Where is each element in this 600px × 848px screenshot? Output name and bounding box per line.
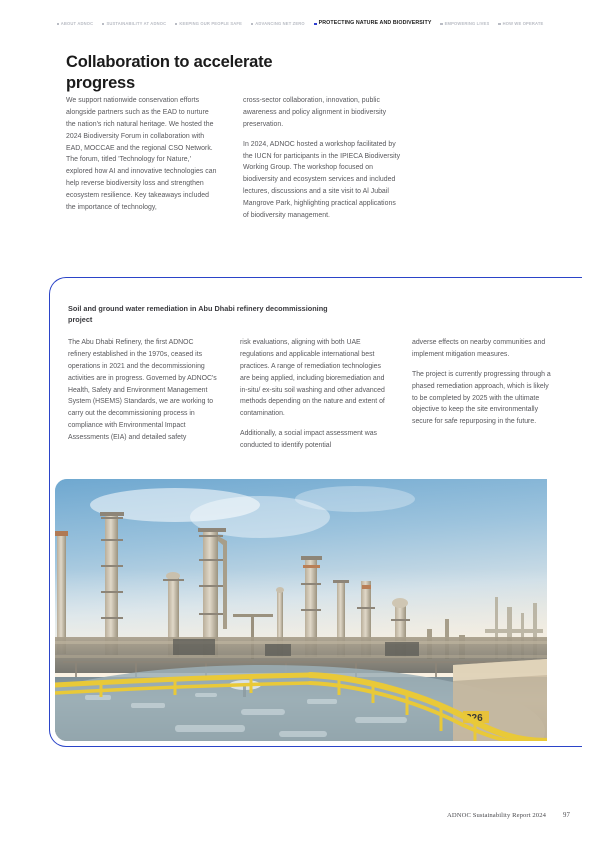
bullet-icon [314, 23, 317, 26]
bullet-icon [498, 23, 500, 25]
nav-item-about-adnoc[interactable] [57, 22, 94, 26]
nav-item-keeping-our-people-safe[interactable] [175, 22, 242, 26]
nav-item-sustainability-at-adnoc[interactable] [102, 22, 166, 26]
case-study-paragraph: Additionally, a social impact assessment was conducted to identify potential [240, 430, 377, 449]
nav-item-how-we-operate[interactable] [498, 22, 543, 26]
nav-item-label: ABOUT ADNOC [60, 20, 94, 26]
intro-column-left [66, 95, 218, 214]
page-title: Collaboration to accelerate progress [66, 53, 273, 93]
case-study-paragraph: The Abu Dhabi Refinery, the first ADNOC refinery established in the 1970s, ceased its operations in 2021 and the decommissioning activities are in progress. Governed by ADNOC's Health, Safety and Environment Management System (HSEMS) Standards, we are working to carry out the decommissioning process in compliance with Environmental Impact Assessments (EIA) and detailed safety [68, 339, 217, 441]
case-study-title: Soil and ground water remediation in Abu Dhabi refinery decommissioning project [68, 304, 328, 325]
case-study-column-2 [240, 337, 392, 452]
refinery-photograph [55, 479, 547, 741]
page-footer [0, 812, 600, 819]
intro-paragraph: We support nationwide conservation efforts alongside partners such as the EAD to nurture the nation's rich natural heritage. We hosted the 2024 Biodiversity Forum in collaboration with EAD, MOCCAE and the regional CSO Network. The forum, titled 'Technology for Nature,' explored how AI and innovative technologies can help reverse biodiversity loss and strengthen ecosystem resilience. Key takeaways included the importance of technology, [66, 97, 217, 211]
refinery-illustration [55, 479, 547, 741]
bullet-icon [251, 23, 253, 25]
bullet-icon [175, 23, 177, 25]
nav-item-label: EMPOWERING LIVES [444, 20, 490, 26]
case-study-column-1 [68, 337, 218, 444]
footer-page-number: 97 [563, 812, 570, 819]
case-study-paragraph: risk evaluations, aligning with both UAE regulations and applicable international best practices. A range of remediation technologies are being applied, including bioremediation and in-situ/ ex-situ soil washing and other advanced methods depending on the nature and extent of contamination. [240, 339, 385, 418]
case-study-column-3 [412, 337, 552, 428]
nav-item-label: SUSTAINABILITY AT ADNOC [106, 20, 167, 26]
nav-item-advancing-net-zero[interactable] [251, 22, 305, 26]
intro-paragraph: In 2024, ADNOC hosted a workshop facilitated by the IUCN for participants in the IPIECA Biodiversity Working Group. The workshop focused on biodiversity and ecosystem services and included lectures, discussions and a site visit to Al Jubail Mangrove Park, highlighting practical applications of biodiversity management. [243, 140, 401, 219]
footer-report-title: ADNOC Sustainability Report 2024 [447, 812, 546, 819]
bullet-icon [57, 23, 59, 25]
bullet-icon [440, 23, 442, 25]
bullet-icon [102, 23, 104, 25]
tank-marking-text: 226 [466, 713, 483, 724]
nav-item-label: PROTECTING NATURE AND BIODIVERSITY [318, 20, 432, 27]
nav-item-protecting-nature-and-biodiversity[interactable] [314, 21, 432, 26]
nav-item-label: KEEPING OUR PEOPLE SAFE [179, 20, 243, 26]
case-study-paragraph: The project is currently progressing through a phased remediation approach, which is likely to be completed by 2025 with the ultimate objective to keep the site environmentally secure for safe repurposing in the future. [412, 370, 551, 426]
section-navigation [0, 18, 600, 30]
intro-paragraph: cross-sector collaboration, innovation, public awareness and policy alignment in biodiversity preservation. [243, 97, 387, 128]
case-study-paragraph: adverse effects on nearby communities and implement mitigation measures. [412, 339, 546, 358]
intro-column-right [243, 95, 403, 222]
nav-item-empowering-lives[interactable] [440, 22, 489, 26]
nav-item-label: ADVANCING NET ZERO [255, 20, 305, 26]
nav-item-label: HOW WE OPERATE [502, 20, 544, 26]
